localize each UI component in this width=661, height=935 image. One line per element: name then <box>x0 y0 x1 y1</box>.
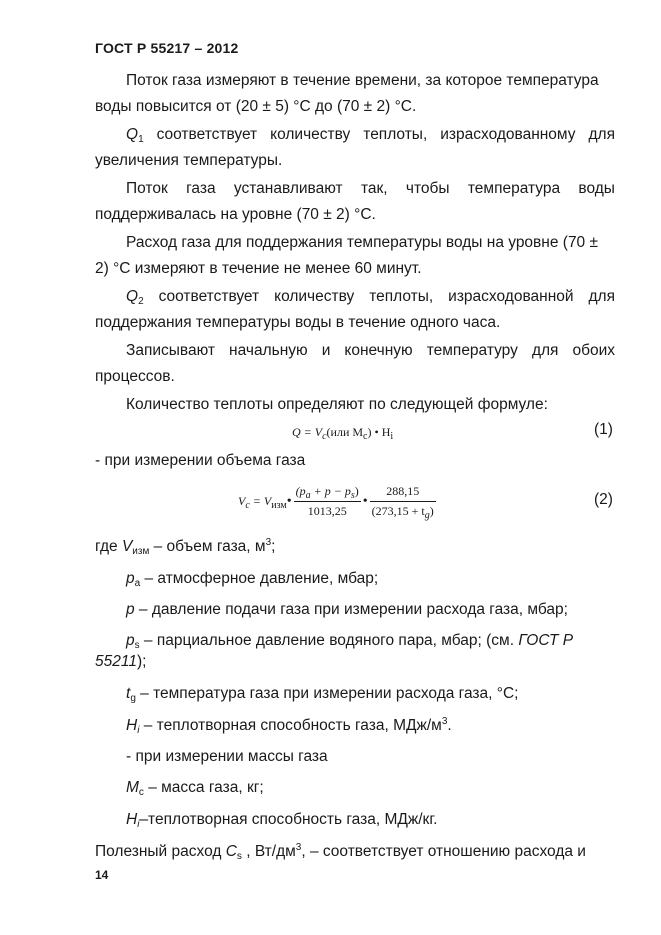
word: Записывают <box>126 342 215 359</box>
word: воды <box>578 180 615 197</box>
word: температуру <box>426 342 518 359</box>
word: начальную <box>229 342 308 359</box>
word: для <box>588 288 615 305</box>
formula-2 <box>238 484 438 519</box>
q1-symbol: $Q_1$ <box>126 126 144 145</box>
paragraph-7-line-1: Количество теплоты определяют по следующей формуле: <box>126 396 548 413</box>
word: соответствует <box>156 126 258 143</box>
word: количеству <box>270 126 351 143</box>
word: количеству <box>274 288 355 305</box>
word: теплоты, <box>363 126 428 143</box>
definition-p: p – давление подачи газа при измерении расхода газа, мбар; <box>126 601 568 618</box>
mass-intro: - при измерении массы газа <box>126 748 328 765</box>
word: температура <box>467 180 561 197</box>
definition-tg: $t_g$ – температура газа при измерении расхода газа, °С; <box>126 685 519 704</box>
paragraph-3-line-1 <box>126 179 615 199</box>
paragraph-5-line-2: поддержания температуры воды в течение одного часа. <box>95 314 501 331</box>
word: израсходованному <box>440 126 576 143</box>
word: чтобы <box>405 180 450 197</box>
word: израсходованной <box>448 288 574 305</box>
word: обоих <box>572 342 615 359</box>
word: и <box>321 342 331 359</box>
definition-hi-mass: $H_i$–теплотворная способность газа, МДж/кг. <box>126 811 438 830</box>
final-paragraph-line-1: Полезный расход $C_s$ , $Вт/дм^3$, – соответствует отношению расхода и <box>95 842 586 862</box>
paragraph-5-line-1 <box>126 287 615 307</box>
formula-2-fraction-2: $\frac{288,15}{(273,15 + t_g)}$ <box>371 484 434 521</box>
paragraph-1-line-1: Поток газа измеряют в течение времени, за которое температура <box>126 72 599 89</box>
paragraph-6-line-2: процессов. <box>95 368 175 385</box>
formula-2-lhs: $V_c = V_{изм}$ <box>238 494 287 511</box>
paragraph-4-line-1: Расход газа для поддержания температуры воды на уровне (70 ± <box>126 234 598 251</box>
paragraph-1-line-2: воды повысится от (20 ± 5) °С до (70 ± 2) °С. <box>95 98 417 115</box>
multiply-dot-icon: • <box>286 493 292 509</box>
word: устанавливают <box>233 180 343 197</box>
formula-2-number: (2) <box>594 491 613 508</box>
paragraph-2-line-2: увеличения температуры. <box>95 152 283 169</box>
paragraph-3-line-2: поддерживалась на уровне (70 ± 2) °С. <box>95 206 376 223</box>
formula-1-number: (1) <box>594 421 613 438</box>
definition-ps-line-1: $p_s$ – парциальное давление водяного пара, мбар; (см. ГОСТ Р <box>126 632 574 651</box>
page-number: 14 <box>95 868 109 882</box>
q2-symbol: $Q_2$ <box>126 288 144 307</box>
document-header: ГОСТ Р 55217 – 2012 <box>95 40 239 56</box>
volume-intro: - при измерении объема газа <box>95 452 306 469</box>
formula-1: $Q = V_c(или$ $M_c$) • $H_i$ <box>292 425 394 442</box>
word: газа <box>186 180 216 197</box>
definition-v-izm: где $V_{изм}$ – объем газа, $м^3$; <box>95 537 276 557</box>
definition-hi: $H_i$ – теплотворная способность газа, МДж/$м^3$. <box>126 716 452 736</box>
paragraph-2-line-1 <box>126 125 615 145</box>
definition-mc: $M_c$ – масса газа, кг; <box>126 779 264 798</box>
word: для <box>531 342 559 359</box>
word: теплоты, <box>369 288 434 305</box>
multiply-dot-icon: • <box>362 493 368 509</box>
word: конечную <box>344 342 413 359</box>
word: соответствует <box>158 288 260 305</box>
paragraph-6-line-1 <box>126 341 615 361</box>
word: для <box>588 126 615 143</box>
formula-2-fraction-1: $\frac{(p_a + p - p_s)}{1013,25}$ <box>295 484 359 518</box>
definition-pa: $p_a$ – атмосферное давление, мбар; <box>126 570 379 589</box>
word: Поток <box>126 180 168 197</box>
paragraph-4-line-2: 2) °С измеряют в течение не менее 60 минут. <box>95 260 422 277</box>
word: так, <box>360 180 388 197</box>
definition-ps-line-2: 55211); <box>95 653 147 670</box>
